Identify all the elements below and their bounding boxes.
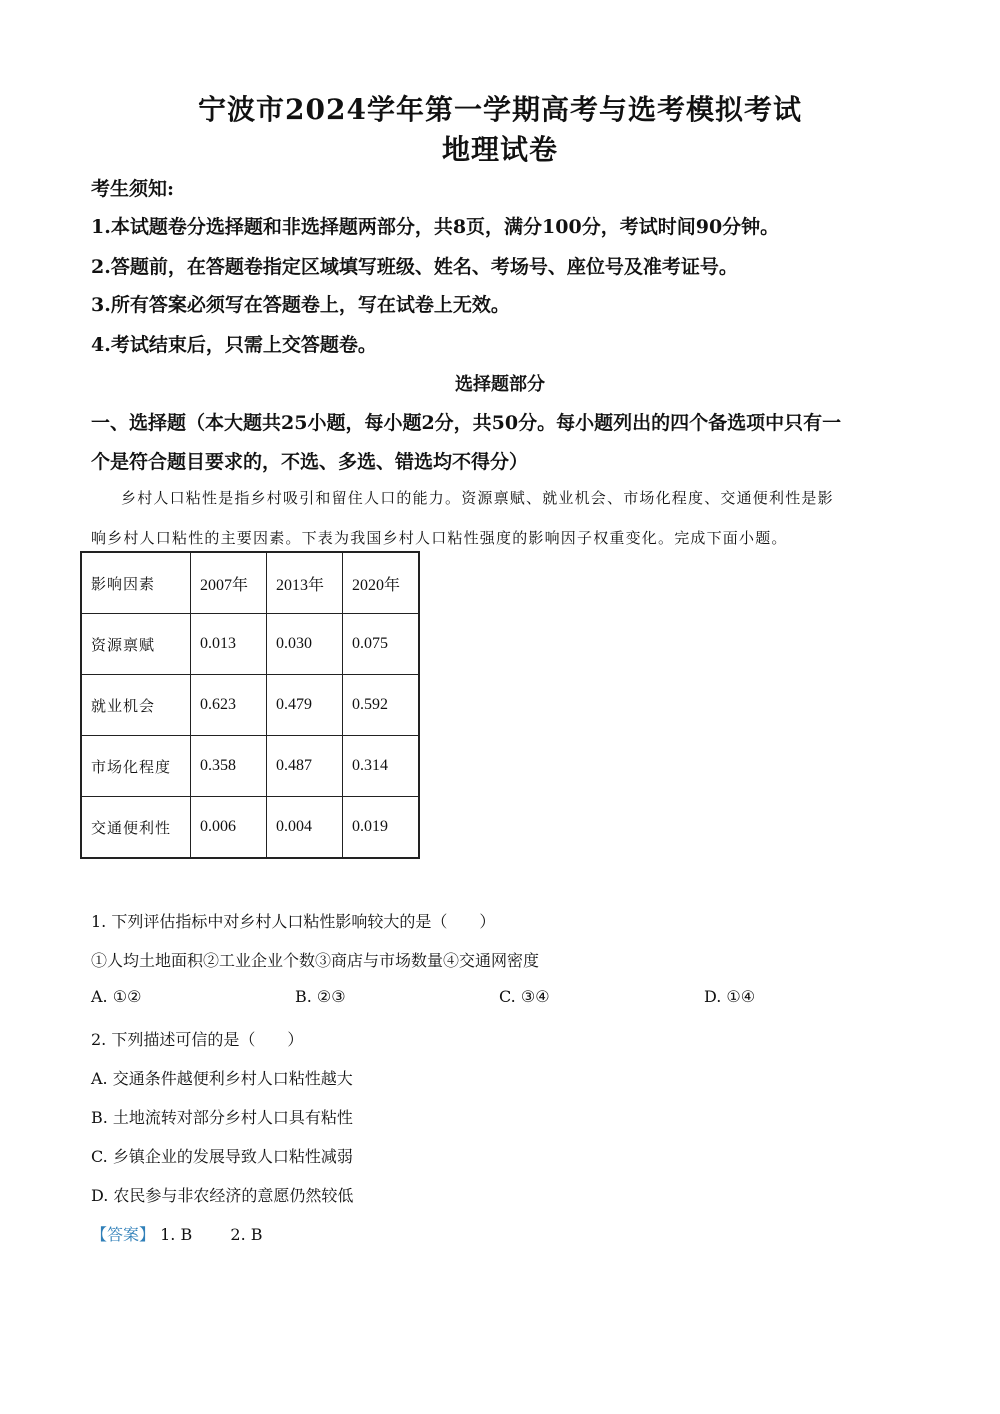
q2-option-a: A. 交通条件越便利乡村人口粘性越大 (91, 1069, 353, 1088)
table-cell: 0.479 (267, 675, 343, 736)
table-row (81, 675, 419, 736)
answer-2: 2. B (230, 1225, 263, 1244)
table-cell: 交通便利性 (81, 797, 191, 859)
table-header-cell: 2007年 (191, 552, 267, 614)
table-row (81, 614, 419, 675)
table-row (81, 736, 419, 797)
q1-option-d: D. ①④ (704, 987, 756, 1006)
table-header-cell: 2020年 (343, 552, 420, 614)
table-header-cell: 2013年 (267, 552, 343, 614)
part-heading-line2: 个是符合题目要求的，不选、多选、错选均不得分） (91, 451, 529, 473)
section-title: 选择题部分 (455, 374, 545, 395)
intro-line2: 响乡村人口粘性的主要因素。下表为我国乡村人口粘性强度的影响因子权重变化。完成下面小题。 (91, 529, 788, 547)
weight-table (80, 551, 420, 859)
q2-option-b: B. 土地流转对部分乡村人口具有粘性 (91, 1108, 353, 1127)
table-cell: 就业机会 (81, 675, 191, 736)
table-cell: 0.006 (191, 797, 267, 859)
table-cell: 0.314 (343, 736, 420, 797)
table-cell: 0.623 (191, 675, 267, 736)
notice-item-4: 4.考试结束后，只需上交答题卷。 (91, 334, 377, 356)
q1-option-b: B. ②③ (295, 987, 346, 1006)
exam-title: 宁波市2024学年第一学期高考与选考模拟考试 (198, 93, 802, 126)
table-cell: 0.030 (267, 614, 343, 675)
q1-option-c: C. ③④ (499, 987, 550, 1006)
q2-option-c: C. 乡镇企业的发展导致人口粘性减弱 (91, 1147, 353, 1166)
exam-subtitle: 地理试卷 (441, 133, 558, 166)
notice-heading: 考生须知: (91, 178, 175, 200)
notice-item-3: 3.所有答案必须写在答题卷上，写在试卷上无效。 (91, 294, 510, 316)
table-cell: 0.075 (343, 614, 420, 675)
table-cell: 市场化程度 (81, 736, 191, 797)
answer-line (91, 1222, 263, 1245)
question-1-stem: 1. 下列评估指标中对乡村人口粘性影响较大的是（ ） (91, 912, 496, 931)
table-cell: 资源禀赋 (81, 614, 191, 675)
q1-option-a: A. ①② (91, 987, 142, 1006)
q2-option-d: D. 农民参与非农经济的意愿仍然较低 (91, 1186, 354, 1205)
table-cell: 0.019 (343, 797, 420, 859)
part-heading-line1: 一、选择题（本大题共25小题，每小题2分，共50分。每小题列出的四个备选项中只有一 (91, 412, 842, 434)
answer-tag: 【答案】 (91, 1225, 156, 1244)
table-cell: 0.358 (191, 736, 267, 797)
answer-1: 1. B (160, 1225, 193, 1244)
notice-item-2: 2.答题前，在答题卷指定区域填写班级、姓名、考场号、座位号及准考证号。 (91, 256, 738, 278)
table-row (81, 797, 419, 859)
table-header-cell: 影响因素 (81, 552, 191, 614)
intro-line1: 乡村人口粘性是指乡村吸引和留住人口的能力。资源禀赋、就业机会、市场化程度、交通便利性是影 (121, 489, 834, 507)
question-2-stem: 2. 下列描述可信的是（ ） (91, 1030, 304, 1049)
question-1-items: ①人均土地面积②工业企业个数③商店与市场数量④交通网密度 (91, 951, 540, 970)
table-cell: 0.004 (267, 797, 343, 859)
table-cell: 0.013 (191, 614, 267, 675)
table-cell: 0.592 (343, 675, 420, 736)
table-cell: 0.487 (267, 736, 343, 797)
table-header-row (81, 552, 419, 614)
notice-item-1: 1.本试题卷分选择题和非选择题两部分，共8页，满分100分，考试时间90分钟。 (91, 216, 780, 238)
